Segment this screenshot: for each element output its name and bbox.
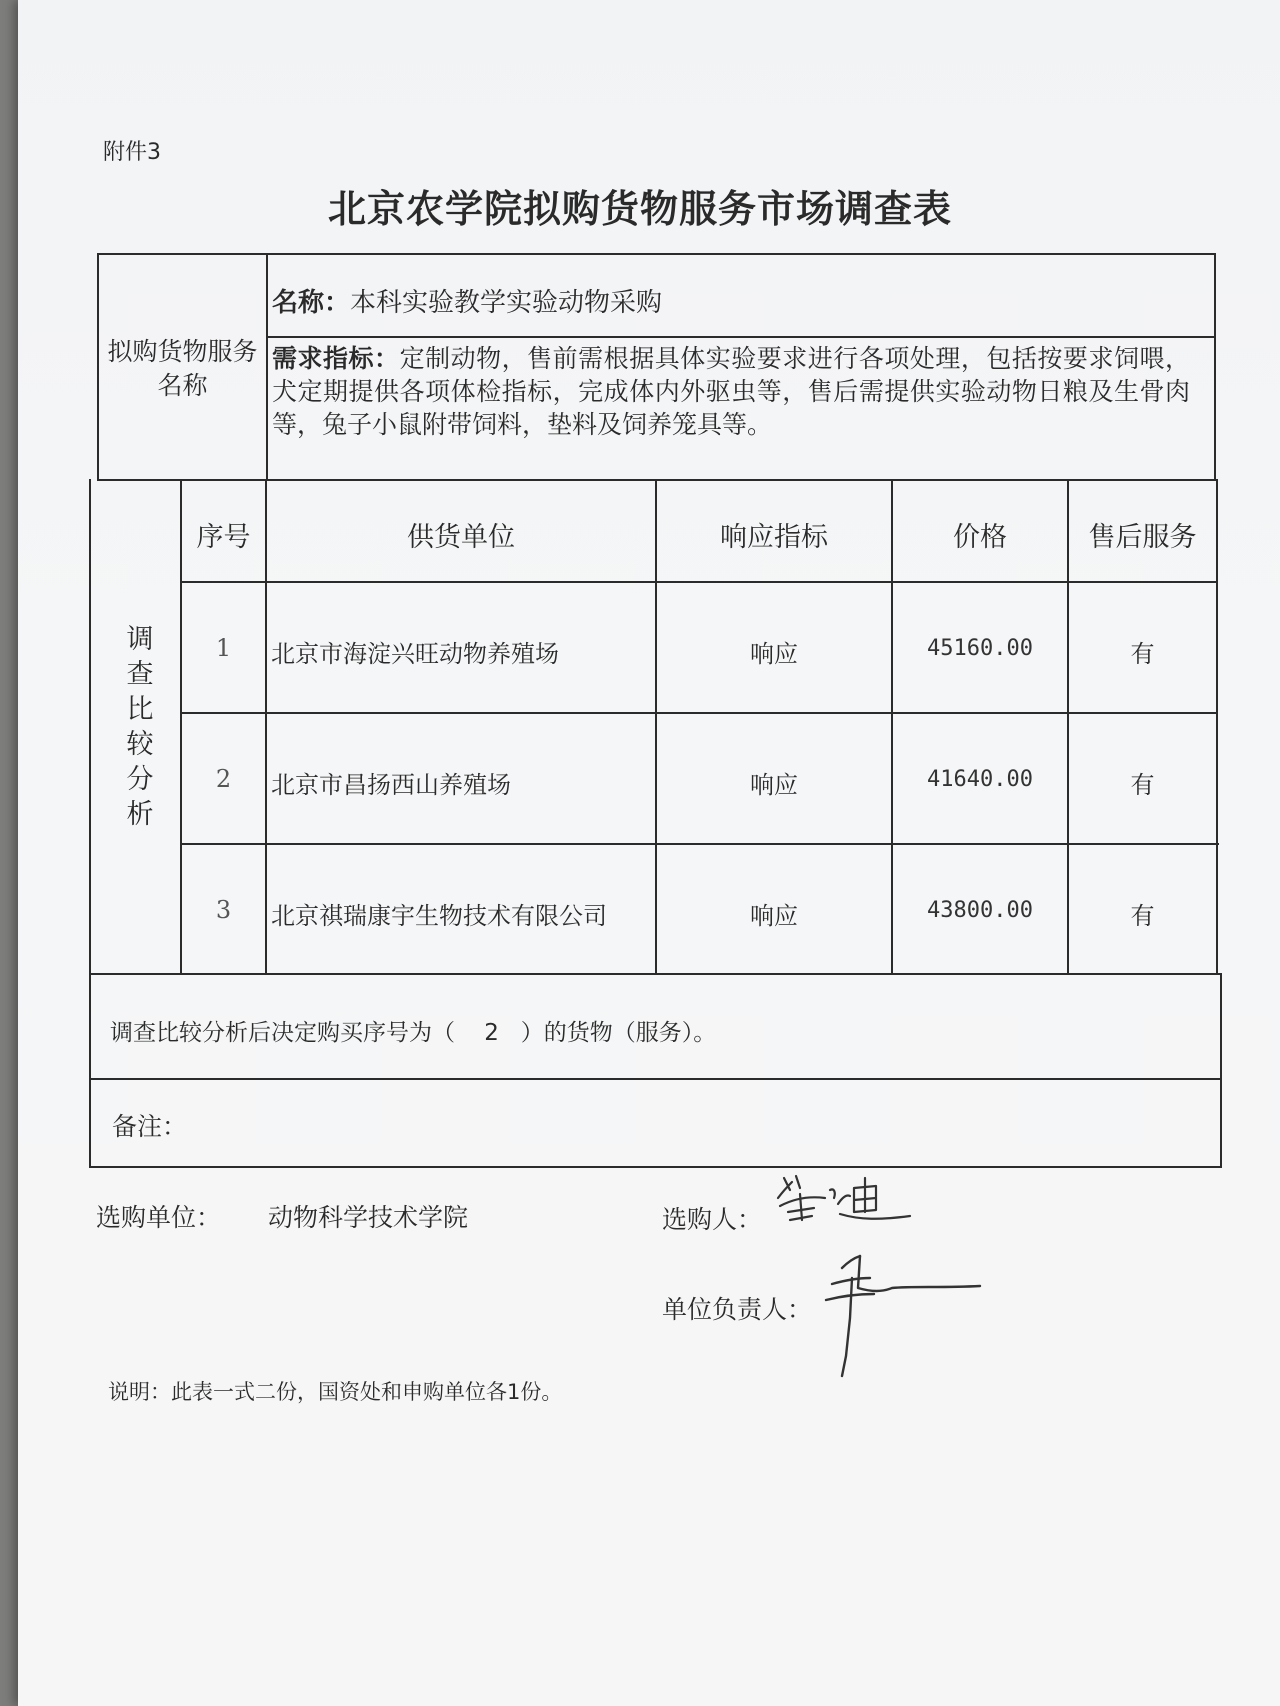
row-price: 43800.00	[927, 898, 1033, 923]
attachment-label: 附件3	[103, 140, 161, 165]
unit-head-label: 单位负责人：	[662, 1295, 813, 1324]
header-response: 响应指标	[720, 522, 828, 553]
header-supplier: 供货单位	[407, 522, 515, 553]
buyer-signature	[770, 1168, 920, 1228]
row-response: 响应	[750, 902, 798, 930]
buyer-label: 选购人：	[662, 1205, 763, 1234]
purchasing-unit-value: 动物科学技术学院	[268, 1203, 469, 1232]
name-label: 名称：	[272, 288, 351, 318]
row-price: 45160.00	[927, 636, 1033, 661]
document-title: 北京农学院拟购货物服务市场调查表	[327, 187, 952, 231]
row-seq: 2	[215, 765, 232, 793]
name-value: 本科实验教学实验动物采购	[350, 288, 663, 318]
requirement-text	[272, 342, 1190, 482]
decision-text: 调查比较分析后决定购买序号为（ 2 ）的货物（服务）。	[110, 1020, 717, 1046]
row-response: 响应	[750, 640, 798, 668]
purchasing-unit-label: 选购单位：	[96, 1203, 222, 1232]
unit-head-signature	[812, 1248, 992, 1388]
note-text: 说明：此表一式二份，国资处和申购单位各1份。	[108, 1380, 563, 1404]
document-page	[18, 0, 1280, 1706]
row-price: 41640.00	[927, 767, 1033, 792]
header-service: 售后服务	[1088, 522, 1197, 553]
row-supplier: 北京祺瑞康宇生物技术有限公司	[271, 902, 607, 930]
analysis-label: 调 查 比 较 分 析	[126, 624, 154, 830]
row-service: 有	[1130, 771, 1155, 799]
row-service: 有	[1130, 640, 1155, 668]
item-name-row	[272, 282, 662, 319]
row-supplier: 北京市海淀兴旺动物养殖场	[271, 640, 559, 668]
row-seq: 3	[215, 896, 232, 924]
header-price: 价格	[953, 522, 1007, 553]
row-seq: 1	[215, 634, 232, 662]
header-seq: 序号	[196, 522, 251, 553]
requirement-value: 定制动物，售前需根据具体实验要求进行各项处理，包括按要求饲喂，犬定期提供各项体检指标，完成体内外驱虫等，售后需提供实验动物日粮及生骨肉等，兔子小鼠附带饲料，垫料及饲养笼具等。	[272, 344, 1190, 439]
requirement-label: 需求指标：	[272, 344, 400, 373]
row-response: 响应	[750, 771, 798, 799]
row-service: 有	[1130, 902, 1155, 930]
remark-label: 备注：	[112, 1112, 188, 1141]
item-name-label: 拟购货物服务名称	[107, 337, 258, 400]
row-supplier: 北京市昌扬西山养殖场	[271, 771, 511, 799]
